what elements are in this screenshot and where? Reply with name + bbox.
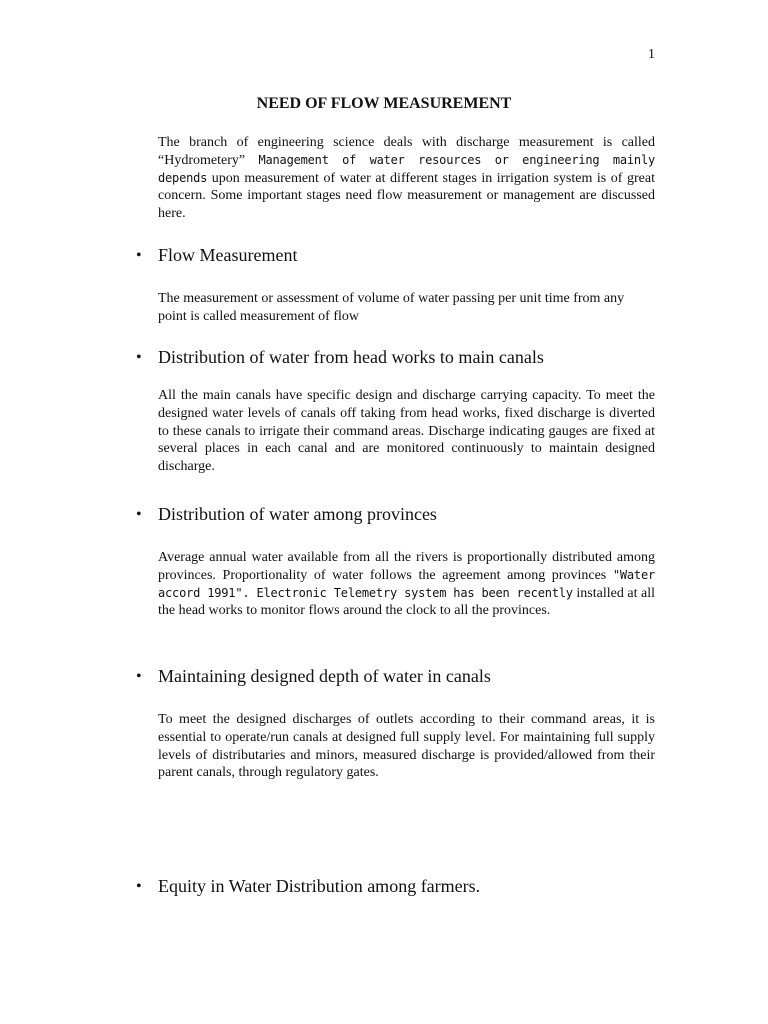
section-body-distribution-head-works: All the main canals have specific design and discharge carrying capacity. To meet the designed water levels of canals off taking from head works, fixed discharge is diverted to these canals to irrigate their command areas. Discharge indicating gauges are fixed at several places in each canal and are monitored continuously to maintain designed discharge. — [158, 388, 655, 475]
bullet-icon: • — [136, 506, 142, 523]
section-heading-text: Distribution of water from head works to main canals — [158, 347, 544, 367]
provinces-text-part2: "Water accord 1991". Electronic Telemetry system has been recently — [158, 567, 655, 600]
section-heading-text: Distribution of water among provinces — [158, 504, 437, 524]
section-heading-distribution-head-works — [136, 346, 696, 369]
section-heading-text: Flow Measurement — [158, 245, 298, 265]
page-number: 1 — [648, 47, 655, 62]
section-heading-equity — [136, 875, 696, 898]
bullet-icon: • — [136, 878, 142, 895]
section-body-flow-measurement: The measurement or assessment of volume of water passing per unit time from any point is called measurement of flow — [158, 291, 625, 324]
section-body-designed-depth: To meet the designed discharges of outlets according to their command areas, it is essential to operate/run canals at designed full supply level. For maintaining full supply levels of distributaries and minors, measured discharge is provided/allowed from their parent canals, through regulatory gates. — [158, 712, 655, 781]
section-heading-distribution-provinces — [136, 503, 696, 526]
provinces-text-part3: installed at all the head works to monitor flows around the clock to all the provinces. — [158, 585, 656, 619]
bullet-icon: • — [136, 668, 142, 685]
intro-text-part2: Management of water resources or engineering mainly depends — [158, 152, 655, 185]
section-heading-text: Equity in Water Distribution among farmers. — [158, 876, 481, 896]
bullet-icon: • — [136, 247, 142, 264]
section-body-distribution-provinces — [158, 549, 655, 620]
section-heading-flow-measurement — [136, 244, 696, 267]
document-title: NEED OF FLOW MEASUREMENT — [256, 95, 512, 112]
section-heading-designed-depth — [136, 665, 696, 688]
intro-text-part1: The branch of engineering science deals with discharge measurement is called “Hydrometery” — [158, 135, 655, 168]
intro-text-part3: upon measurement of water at different stages in irrigation system is of great concern. Some important stages need flow measurement or management are discussed here. — [158, 170, 655, 222]
provinces-text-part1: Average annual water available from all the rivers is proportionally distributed among provinces. Proportionality of water follows the agreement among provinces — [158, 550, 655, 583]
intro-paragraph — [158, 134, 655, 223]
section-heading-text: Maintaining designed depth of water in canals — [158, 666, 491, 686]
bullet-icon: • — [136, 349, 142, 366]
